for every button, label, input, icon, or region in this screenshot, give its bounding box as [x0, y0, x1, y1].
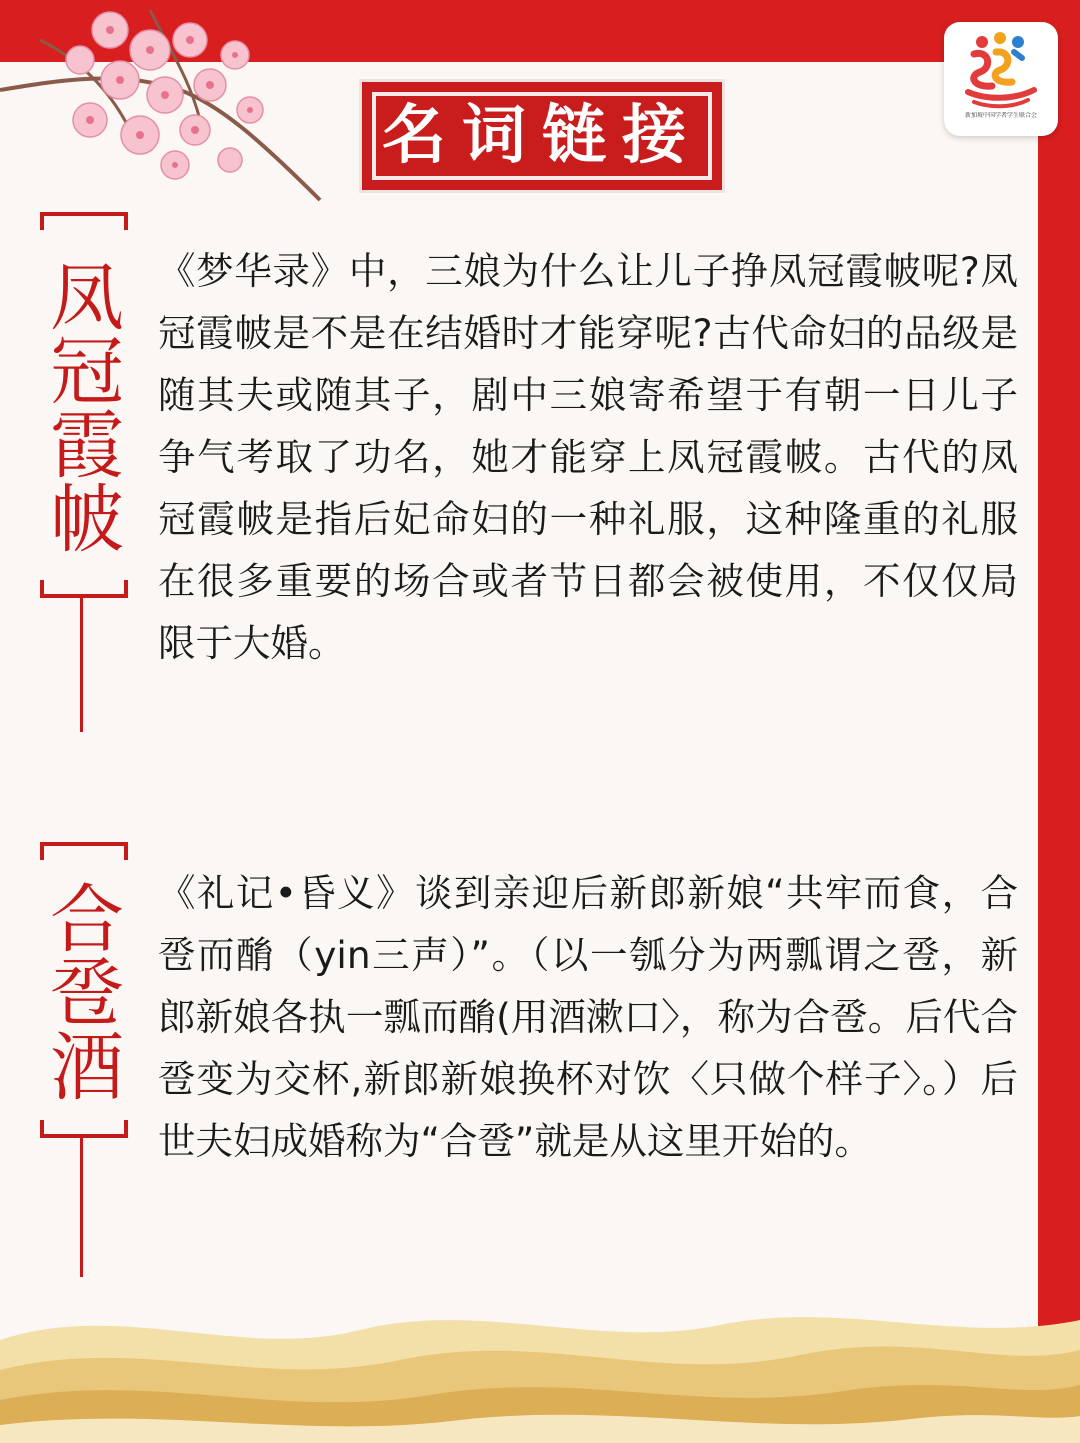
section-paragraph-wedding-wine: 《礼记•昏义》谈到亲迎后新郎新娘“共牢而食，合卺而酳（yin三声）”。（以一瓠分为两瓢谓之卺，新郎新娘各执一瓢而酳(用酒漱口〉，称为合卺。后代合卺变为交杯,新郎新娘换杯对饮〈只做个样子〉。）后世夫妇成婚称为“合卺”就是从这里开始的。 [158, 871, 1018, 1163]
label-stem-line [80, 1138, 83, 1277]
page-title: 名词链接 [382, 98, 702, 173]
label-bracket-bottom [40, 580, 128, 598]
section-label-text: 凤冠霞帔 [38, 258, 124, 554]
section-paragraph-phoenix-crown: 《梦华录》中，三娘为什么让儿子挣凤冠霞帔呢?凤冠霞帔是不是在结婚时才能穿呢?古代命妇的品级是随其夫或随其子，剧中三娘寄希望于有朝一日儿子争气考取了功名，她才能穿上凤冠霞帔。古代的凤冠霞帔是指后妃命妇的一种礼服，这种隆重的礼服在很多重要的场合或者节日都会被使用，不仅仅局限于大婚。 [158, 249, 1018, 665]
logo-caption: 新加坡中国学者学生联合会 [964, 112, 1037, 119]
association-logo-icon [960, 28, 1042, 110]
cherry-blossom-decoration [0, 0, 340, 210]
section-label-text: 合卺酒 [38, 880, 124, 1102]
section-label-phoenix-crown [36, 212, 126, 732]
label-bracket-bottom [40, 1120, 128, 1138]
right-red-band [1038, 0, 1080, 1443]
logo-card [944, 22, 1058, 136]
title-seal [362, 82, 722, 190]
section-label-wedding-wine [36, 842, 126, 1277]
label-stem-line [80, 598, 83, 732]
golden-wave-decoration [0, 1290, 1080, 1443]
